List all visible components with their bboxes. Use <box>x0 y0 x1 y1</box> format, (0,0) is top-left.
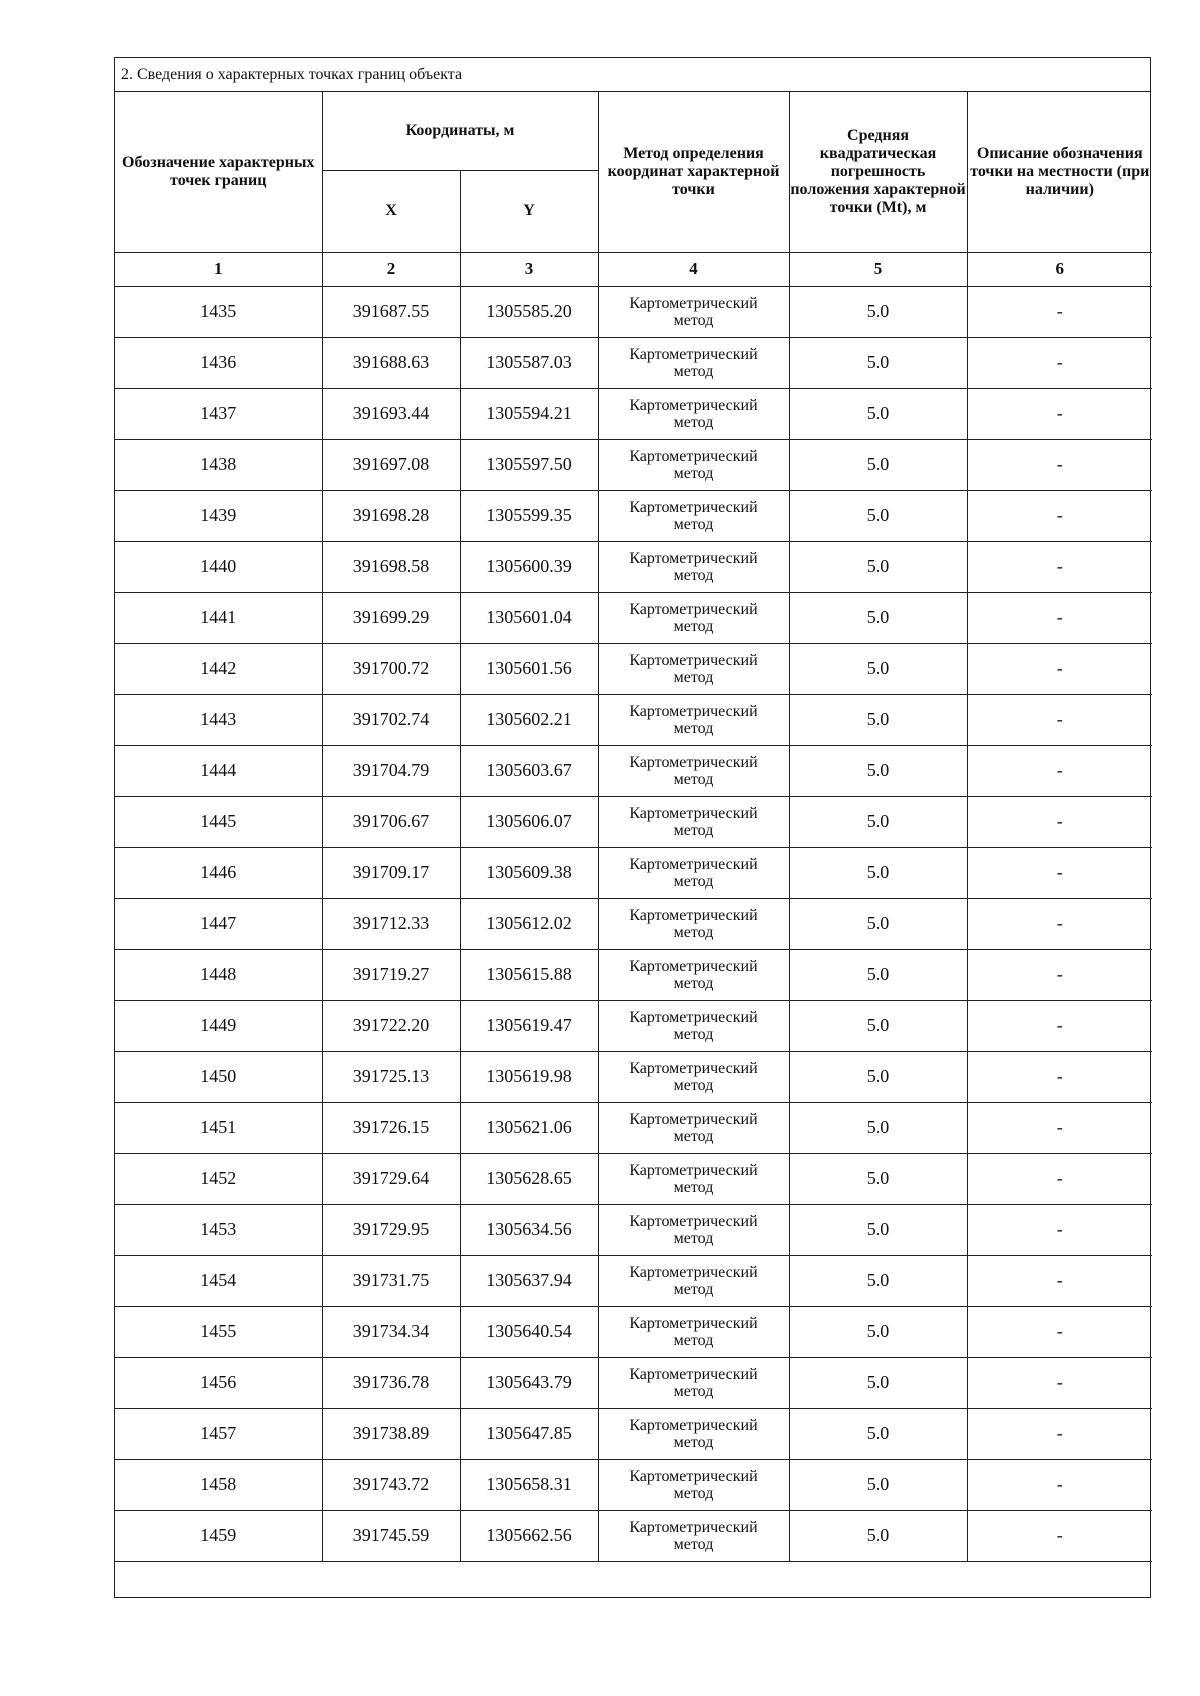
column-number: 4 <box>598 252 789 286</box>
y-cell: 1305647.85 <box>460 1408 598 1459</box>
boundary-points-table <box>115 92 1152 1562</box>
method-cell <box>598 490 789 541</box>
x-cell: 391687.55 <box>322 286 460 337</box>
method-text: метод <box>673 413 714 431</box>
mt-cell: 5.0 <box>789 388 967 439</box>
mt-cell: 5.0 <box>789 286 967 337</box>
y-cell: 1305621.06 <box>460 1102 598 1153</box>
point-cell: 1437 <box>115 388 322 439</box>
x-cell: 391697.08 <box>322 439 460 490</box>
empty-footer-row <box>115 1562 1150 1597</box>
method-cell <box>598 1204 789 1255</box>
mt-cell: 5.0 <box>789 1408 967 1459</box>
x-cell: 391700.72 <box>322 643 460 694</box>
description-cell: - <box>967 1255 1152 1306</box>
method-text: Картометрический <box>629 1416 758 1434</box>
description-cell: - <box>967 388 1152 439</box>
method-text: метод <box>673 668 714 686</box>
method-cell <box>598 1153 789 1204</box>
table-row <box>115 694 1152 745</box>
point-cell: 1449 <box>115 1000 322 1051</box>
x-cell: 391702.74 <box>322 694 460 745</box>
method-cell <box>598 592 789 643</box>
method-text: метод <box>673 1229 714 1247</box>
y-cell: 1305601.04 <box>460 592 598 643</box>
method-cell <box>598 388 789 439</box>
y-cell: 1305609.38 <box>460 847 598 898</box>
method-cell <box>598 1459 789 1510</box>
x-cell: 391704.79 <box>322 745 460 796</box>
method-cell <box>598 847 789 898</box>
method-text: метод <box>673 1484 714 1502</box>
description-cell: - <box>967 898 1152 949</box>
point-cell: 1455 <box>115 1306 322 1357</box>
point-cell: 1440 <box>115 541 322 592</box>
mt-cell: 5.0 <box>789 847 967 898</box>
table-row <box>115 1510 1152 1561</box>
point-cell: 1435 <box>115 286 322 337</box>
column-number: 1 <box>115 252 322 286</box>
method-cell <box>598 541 789 592</box>
description-cell: - <box>967 439 1152 490</box>
method-cell <box>598 1306 789 1357</box>
mt-cell: 5.0 <box>789 1459 967 1510</box>
mt-cell: 5.0 <box>789 592 967 643</box>
x-cell: 391699.29 <box>322 592 460 643</box>
description-cell: - <box>967 337 1152 388</box>
point-cell: 1448 <box>115 949 322 1000</box>
mt-cell: 5.0 <box>789 1306 967 1357</box>
description-cell: - <box>967 1204 1152 1255</box>
point-cell: 1457 <box>115 1408 322 1459</box>
y-cell: 1305637.94 <box>460 1255 598 1306</box>
table-row <box>115 1459 1152 1510</box>
y-cell: 1305662.56 <box>460 1510 598 1561</box>
x-cell: 391731.75 <box>322 1255 460 1306</box>
header-row <box>115 92 1152 170</box>
x-cell: 391725.13 <box>322 1051 460 1102</box>
y-cell: 1305599.35 <box>460 490 598 541</box>
method-cell <box>598 949 789 1000</box>
table-row <box>115 1204 1152 1255</box>
y-cell: 1305603.67 <box>460 745 598 796</box>
mt-cell: 5.0 <box>789 898 967 949</box>
y-cell: 1305585.20 <box>460 286 598 337</box>
table-row <box>115 643 1152 694</box>
description-cell: - <box>967 1000 1152 1051</box>
method-text: Картометрический <box>629 447 758 465</box>
mt-cell: 5.0 <box>789 1510 967 1561</box>
mt-cell: 5.0 <box>789 643 967 694</box>
method-cell <box>598 1510 789 1561</box>
description-cell: - <box>967 1357 1152 1408</box>
y-cell: 1305597.50 <box>460 439 598 490</box>
description-cell: - <box>967 1510 1152 1561</box>
method-text: метод <box>673 821 714 839</box>
table-row <box>115 949 1152 1000</box>
table-row <box>115 1357 1152 1408</box>
description-cell: - <box>967 745 1152 796</box>
x-cell: 391709.17 <box>322 847 460 898</box>
point-cell: 1444 <box>115 745 322 796</box>
method-text: Картометрический <box>629 1263 758 1281</box>
method-text: Картометрический <box>629 549 758 567</box>
method-text: Картометрический <box>629 906 758 924</box>
x-cell: 391743.72 <box>322 1459 460 1510</box>
mt-cell: 5.0 <box>789 745 967 796</box>
method-text: Картометрический <box>629 1161 758 1179</box>
method-text: Картометрический <box>629 294 758 312</box>
point-cell: 1436 <box>115 337 322 388</box>
x-cell: 391745.59 <box>322 1510 460 1561</box>
description-cell: - <box>967 286 1152 337</box>
y-cell: 1305640.54 <box>460 1306 598 1357</box>
method-text: метод <box>673 872 714 890</box>
y-cell: 1305615.88 <box>460 949 598 1000</box>
method-text: Картометрический <box>629 1314 758 1332</box>
column-number: 2 <box>322 252 460 286</box>
x-cell: 391719.27 <box>322 949 460 1000</box>
mt-cell: 5.0 <box>789 796 967 847</box>
description-cell: - <box>967 1102 1152 1153</box>
y-cell: 1305594.21 <box>460 388 598 439</box>
mt-cell: 5.0 <box>789 1153 967 1204</box>
method-text: Картометрический <box>629 855 758 873</box>
table-row <box>115 1000 1152 1051</box>
x-cell: 391706.67 <box>322 796 460 847</box>
point-cell: 1446 <box>115 847 322 898</box>
y-cell: 1305628.65 <box>460 1153 598 1204</box>
column-number-row <box>115 252 1152 286</box>
method-text: Картометрический <box>629 1008 758 1026</box>
method-cell <box>598 745 789 796</box>
y-cell: 1305606.07 <box>460 796 598 847</box>
mt-cell: 5.0 <box>789 1000 967 1051</box>
mt-cell: 5.0 <box>789 949 967 1000</box>
method-text: метод <box>673 719 714 737</box>
point-cell: 1442 <box>115 643 322 694</box>
method-text: метод <box>673 1178 714 1196</box>
table-row <box>115 1153 1152 1204</box>
mt-cell: 5.0 <box>789 490 967 541</box>
x-cell: 391729.64 <box>322 1153 460 1204</box>
method-text: метод <box>673 464 714 482</box>
x-cell: 391698.58 <box>322 541 460 592</box>
method-text: метод <box>673 566 714 584</box>
method-cell <box>598 1051 789 1102</box>
table-row <box>115 490 1152 541</box>
mt-cell: 5.0 <box>789 1102 967 1153</box>
method-text: Картометрический <box>629 804 758 822</box>
y-cell: 1305619.47 <box>460 1000 598 1051</box>
method-cell <box>598 694 789 745</box>
method-cell <box>598 1408 789 1459</box>
point-cell: 1450 <box>115 1051 322 1102</box>
mt-cell: 5.0 <box>789 1255 967 1306</box>
x-cell: 391726.15 <box>322 1102 460 1153</box>
x-cell: 391693.44 <box>322 388 460 439</box>
description-cell: - <box>967 490 1152 541</box>
method-cell <box>598 286 789 337</box>
mt-cell: 5.0 <box>789 1204 967 1255</box>
y-cell: 1305619.98 <box>460 1051 598 1102</box>
table-row <box>115 439 1152 490</box>
mt-cell: 5.0 <box>789 1357 967 1408</box>
method-text: Картометрический <box>629 1518 758 1536</box>
method-cell <box>598 1357 789 1408</box>
description-cell: - <box>967 1408 1152 1459</box>
method-cell <box>598 796 789 847</box>
column-number: 3 <box>460 252 598 286</box>
method-text: метод <box>673 1280 714 1298</box>
point-cell: 1439 <box>115 490 322 541</box>
method-cell <box>598 1102 789 1153</box>
mt-cell: 5.0 <box>789 439 967 490</box>
method-text: метод <box>673 1382 714 1400</box>
method-text: Картометрический <box>629 651 758 669</box>
method-cell <box>598 643 789 694</box>
table-row <box>115 388 1152 439</box>
table-row <box>115 286 1152 337</box>
table-row <box>115 541 1152 592</box>
table-row <box>115 847 1152 898</box>
point-cell: 1458 <box>115 1459 322 1510</box>
method-text: метод <box>673 1025 714 1043</box>
method-text: метод <box>673 362 714 380</box>
method-text: метод <box>673 617 714 635</box>
method-cell <box>598 337 789 388</box>
method-text: метод <box>673 1331 714 1349</box>
method-text: метод <box>673 1076 714 1094</box>
description-cell: - <box>967 643 1152 694</box>
header-coordinates: Координаты, м <box>322 92 598 170</box>
point-cell: 1445 <box>115 796 322 847</box>
method-text: Картометрический <box>629 396 758 414</box>
table-row <box>115 592 1152 643</box>
y-cell: 1305601.56 <box>460 643 598 694</box>
boundary-points-sheet <box>114 57 1151 1598</box>
y-cell: 1305658.31 <box>460 1459 598 1510</box>
method-text: Картометрический <box>629 1059 758 1077</box>
method-text: Картометрический <box>629 600 758 618</box>
method-text: Картометрический <box>629 1212 758 1230</box>
x-cell: 391712.33 <box>322 898 460 949</box>
table-row <box>115 1408 1152 1459</box>
method-text: метод <box>673 1127 714 1145</box>
point-cell: 1438 <box>115 439 322 490</box>
y-cell: 1305634.56 <box>460 1204 598 1255</box>
mt-cell: 5.0 <box>789 337 967 388</box>
method-text: Картометрический <box>629 1110 758 1128</box>
description-cell: - <box>967 1459 1152 1510</box>
method-text: метод <box>673 1535 714 1553</box>
column-number: 6 <box>967 252 1152 286</box>
method-text: Картометрический <box>629 702 758 720</box>
section-caption: 2. Сведения о характерных точках границ объекта <box>115 58 1150 92</box>
mt-cell: 5.0 <box>789 694 967 745</box>
header-method: Метод определения координат характерной точки <box>598 92 789 252</box>
method-text: Картометрический <box>629 753 758 771</box>
x-cell: 391722.20 <box>322 1000 460 1051</box>
description-cell: - <box>967 592 1152 643</box>
description-cell: - <box>967 796 1152 847</box>
x-cell: 391698.28 <box>322 490 460 541</box>
table-row <box>115 1306 1152 1357</box>
description-cell: - <box>967 694 1152 745</box>
header-x: X <box>322 170 460 252</box>
point-cell: 1456 <box>115 1357 322 1408</box>
method-cell <box>598 1000 789 1051</box>
method-text: Картометрический <box>629 957 758 975</box>
y-cell: 1305612.02 <box>460 898 598 949</box>
description-cell: - <box>967 1051 1152 1102</box>
method-text: метод <box>673 515 714 533</box>
description-cell: - <box>967 1153 1152 1204</box>
column-number: 5 <box>789 252 967 286</box>
method-text: Картометрический <box>629 1467 758 1485</box>
description-cell: - <box>967 847 1152 898</box>
table-row <box>115 1255 1152 1306</box>
mt-cell: 5.0 <box>789 1051 967 1102</box>
table-row <box>115 898 1152 949</box>
y-cell: 1305600.39 <box>460 541 598 592</box>
header-y: Y <box>460 170 598 252</box>
y-cell: 1305587.03 <box>460 337 598 388</box>
y-cell: 1305602.21 <box>460 694 598 745</box>
mt-cell: 5.0 <box>789 541 967 592</box>
description-cell: - <box>967 541 1152 592</box>
header-description: Описание обозначения точки на местности (при наличии) <box>967 92 1152 252</box>
point-cell: 1441 <box>115 592 322 643</box>
point-cell: 1447 <box>115 898 322 949</box>
x-cell: 391734.34 <box>322 1306 460 1357</box>
point-cell: 1443 <box>115 694 322 745</box>
method-text: метод <box>673 770 714 788</box>
y-cell: 1305643.79 <box>460 1357 598 1408</box>
method-text: Картометрический <box>629 1365 758 1383</box>
table-row <box>115 745 1152 796</box>
x-cell: 391729.95 <box>322 1204 460 1255</box>
x-cell: 391736.78 <box>322 1357 460 1408</box>
point-cell: 1451 <box>115 1102 322 1153</box>
header-error: Средняя квадратическая погрешность положения характерной точки (Mt), м <box>789 92 967 252</box>
method-text: метод <box>673 1433 714 1451</box>
method-text: Картометрический <box>629 345 758 363</box>
method-text: метод <box>673 974 714 992</box>
point-cell: 1459 <box>115 1510 322 1561</box>
point-cell: 1454 <box>115 1255 322 1306</box>
table-row <box>115 1102 1152 1153</box>
method-text: метод <box>673 311 714 329</box>
method-cell <box>598 1255 789 1306</box>
method-text: метод <box>673 923 714 941</box>
point-cell: 1452 <box>115 1153 322 1204</box>
table-row <box>115 796 1152 847</box>
method-text: Картометрический <box>629 498 758 516</box>
header-designation: Обозначение характерных точек границ <box>115 92 322 252</box>
x-cell: 391688.63 <box>322 337 460 388</box>
x-cell: 391738.89 <box>322 1408 460 1459</box>
description-cell: - <box>967 949 1152 1000</box>
table-row <box>115 1051 1152 1102</box>
method-cell <box>598 898 789 949</box>
description-cell: - <box>967 1306 1152 1357</box>
method-cell <box>598 439 789 490</box>
point-cell: 1453 <box>115 1204 322 1255</box>
table-row <box>115 337 1152 388</box>
